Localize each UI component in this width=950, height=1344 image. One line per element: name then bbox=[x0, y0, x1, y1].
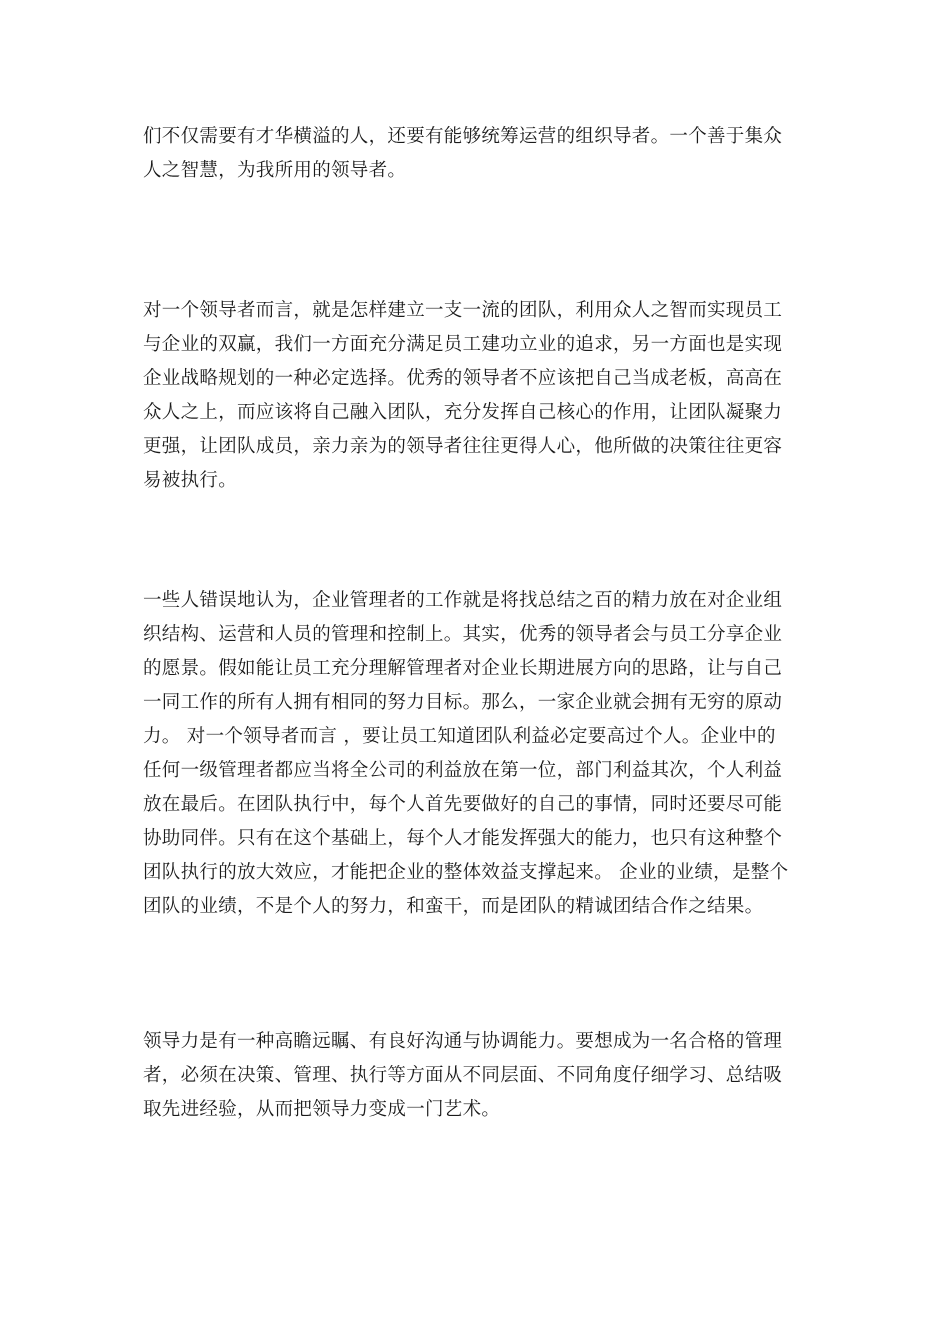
text-line: 众人之上，而应该将自己融入团队，充分发挥自己核心的作用，让团队凝聚力 bbox=[143, 402, 783, 423]
text-line: 们不仅需要有才华横溢的人，还要有能够统筹运营的组织导者。一个善于集众 bbox=[143, 126, 783, 147]
text-line: 企业战略规划的一种必定选择。优秀的领导者不应该把自己当成老板，高高在 bbox=[143, 368, 783, 389]
text-line: 任何一级管理者都应当将全公司的利益放在第一位，部门利益其次，个人利益 bbox=[143, 760, 783, 781]
text-line: 者，必须在决策、管理、执行等方面从不同层面、不同角度仔细学习、总结吸 bbox=[143, 1065, 783, 1086]
text-line: 一些人错误地认为，企业管理者的工作就是将找总结之百的精力放在对企业组 bbox=[143, 590, 783, 611]
text-line: 易被执行。 bbox=[143, 470, 238, 491]
text-line: 放在最后。在团队执行中，每个人首先要做好的自己的事情，同时还要尽可能 bbox=[143, 794, 783, 815]
text-line: 一同工作的所有人拥有相同的努力目标。那么，一家企业就会拥有无穷的原动 bbox=[143, 692, 783, 713]
text-line: 团队执行的放大效应，才能把企业的整体效益支撑起来。 企业的业绩，是整个 bbox=[143, 862, 789, 883]
text-line: 取先进经验，从而把领导力变成一门艺术。 bbox=[143, 1099, 501, 1120]
text-line: 的愿景。假如能让员工充分理解管理者对企业长期进展方向的思路，让与自己 bbox=[143, 658, 783, 679]
text-line: 力。 对一个领导者而言 ，要让员工知道团队利益必定要高过个人。企业中的 bbox=[143, 726, 776, 747]
text-line: 领导力是有一种高瞻远瞩、有良好沟通与协调能力。要想成为一名合格的管理 bbox=[143, 1031, 783, 1052]
text-line: 人之智慧，为我所用的领导者。 bbox=[143, 160, 407, 181]
text-line: 对一个领导者而言，就是怎样建立一支一流的团队，利用众人之智而实现员工 bbox=[143, 300, 783, 321]
text-line: 更强，让团队成员，亲力亲为的领导者往往更得人心，他所做的决策往往更容 bbox=[143, 436, 783, 457]
paragraph-1 bbox=[143, 120, 811, 188]
text-line: 协助同伴。只有在这个基础上，每个人才能发挥强大的能力，也只有这种整个 bbox=[143, 828, 783, 849]
paragraph-2 bbox=[143, 294, 811, 498]
text-line: 织结构、运营和人员的管理和控制上。其实，优秀的领导者会与员工分享企业 bbox=[143, 624, 783, 645]
paragraph-3 bbox=[143, 584, 811, 924]
text-line: 与企业的双赢，我们一方面充分满足员工建功立业的追求，另一方面也是实现 bbox=[143, 334, 783, 355]
paragraph-4 bbox=[143, 1025, 811, 1127]
text-line: 团队的业绩，不是个人的努力，和蛮干，而是团队的精诚团结合作之结果。 bbox=[143, 896, 764, 917]
